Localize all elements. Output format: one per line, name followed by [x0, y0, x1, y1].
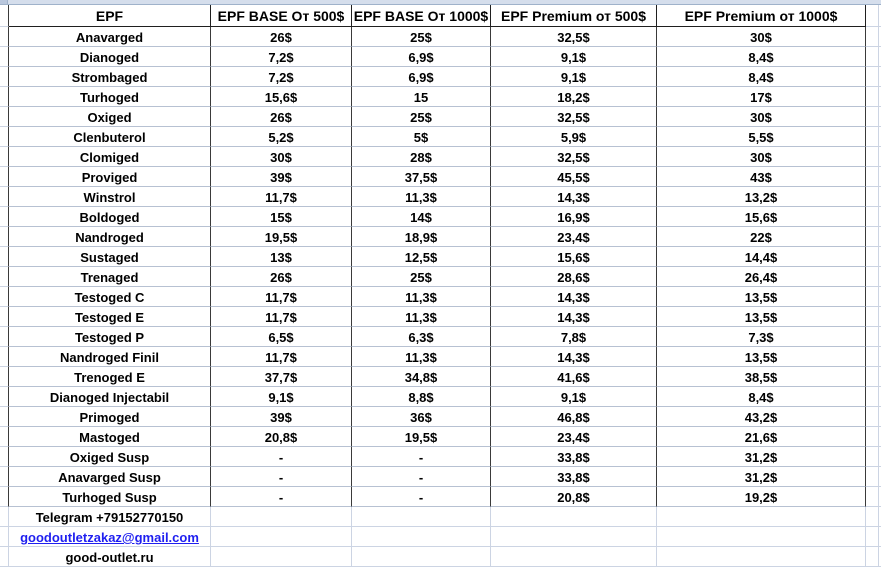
right-gridline-sliver	[866, 127, 881, 147]
left-gridline-sliver	[0, 67, 9, 87]
price-premium-1000-cell[interactable]: 7,3$	[657, 327, 866, 347]
price-premium-500-cell[interactable]: 32,5$	[491, 27, 657, 47]
right-gridline-sliver	[866, 247, 881, 267]
empty-cell[interactable]	[211, 547, 352, 567]
left-gridline-sliver	[0, 47, 9, 67]
empty-cell[interactable]	[657, 547, 866, 567]
product-name-cell[interactable]: Clenbuterol	[9, 127, 211, 147]
empty-cell[interactable]	[211, 527, 352, 547]
price-premium-500-cell[interactable]: 28,6$	[491, 267, 657, 287]
table-row	[0, 407, 881, 427]
right-gridline-sliver	[866, 47, 881, 67]
right-gridline-sliver	[866, 267, 881, 287]
left-gridline-sliver	[0, 5, 9, 27]
empty-cell[interactable]	[657, 527, 866, 547]
product-name-cell[interactable]: Winstrol	[9, 187, 211, 207]
price-base-500-cell[interactable]: 26$	[211, 27, 352, 47]
right-gridline-sliver	[866, 5, 881, 27]
price-base-1000-cell[interactable]: -	[352, 487, 491, 507]
price-base-1000-cell[interactable]: 36$	[352, 407, 491, 427]
contact-row-website	[0, 547, 881, 567]
right-gridline-sliver	[866, 507, 881, 527]
price-base-500-cell[interactable]: 13$	[211, 247, 352, 267]
price-base-500-cell[interactable]: 15$	[211, 207, 352, 227]
empty-cell[interactable]	[352, 547, 491, 567]
price-base-500-cell[interactable]: -	[211, 467, 352, 487]
table-row	[0, 347, 881, 367]
product-name-cell[interactable]: Anavarged	[9, 27, 211, 47]
price-premium-1000-cell[interactable]: 17$	[657, 87, 866, 107]
right-gridline-sliver	[866, 87, 881, 107]
left-gridline-sliver	[0, 327, 9, 347]
table-row	[0, 147, 881, 167]
price-base-1000-cell[interactable]: 37,5$	[352, 167, 491, 187]
price-base-500-cell[interactable]: 15,6$	[211, 87, 352, 107]
left-gridline-sliver	[0, 247, 9, 267]
product-name-cell[interactable]: Dianoged Injectabil	[9, 387, 211, 407]
price-premium-1000-cell[interactable]: 13,2$	[657, 187, 866, 207]
price-base-1000-cell[interactable]: 25$	[352, 267, 491, 287]
email-link[interactable]: goodoutletzakaz@gmail.com	[20, 530, 199, 545]
empty-cell[interactable]	[491, 507, 657, 527]
left-gridline-sliver	[0, 447, 9, 467]
price-premium-500-cell[interactable]: 23,4$	[491, 427, 657, 447]
left-gridline-sliver	[0, 527, 9, 547]
price-premium-1000-cell[interactable]: 26,4$	[657, 267, 866, 287]
price-premium-500-cell[interactable]: 32,5$	[491, 107, 657, 127]
price-premium-1000-cell[interactable]: 8,4$	[657, 47, 866, 67]
price-base-500-cell[interactable]: 7,2$	[211, 67, 352, 87]
price-premium-500-cell[interactable]: 46,8$	[491, 407, 657, 427]
price-premium-1000-cell[interactable]: 14,4$	[657, 247, 866, 267]
empty-cell[interactable]	[352, 527, 491, 547]
table-row	[0, 447, 881, 467]
price-premium-500-cell[interactable]: 15,6$	[491, 247, 657, 267]
price-premium-1000-cell[interactable]: 30$	[657, 107, 866, 127]
price-base-1000-cell[interactable]: 11,3$	[352, 287, 491, 307]
right-gridline-sliver	[866, 107, 881, 127]
right-gridline-sliver	[866, 387, 881, 407]
table-row	[0, 487, 881, 507]
right-gridline-sliver	[866, 207, 881, 227]
price-base-500-cell[interactable]: 11,7$	[211, 187, 352, 207]
product-name-cell[interactable]: Turhoged	[9, 87, 211, 107]
price-base-1000-cell[interactable]: 6,3$	[352, 327, 491, 347]
table-row	[0, 107, 881, 127]
column-header-base-500[interactable]: EPF BASE От 500$	[211, 5, 352, 27]
column-header-epf[interactable]: EPF	[9, 5, 211, 27]
right-gridline-sliver	[866, 407, 881, 427]
price-base-1000-cell[interactable]: 34,8$	[352, 367, 491, 387]
product-name-cell[interactable]: Boldoged	[9, 207, 211, 227]
table-row	[0, 327, 881, 347]
sheet-corner-fragment	[0, 0, 8, 4]
left-gridline-sliver	[0, 347, 9, 367]
table-row	[0, 67, 881, 87]
price-premium-500-cell[interactable]: 16,9$	[491, 207, 657, 227]
price-premium-1000-cell[interactable]: 8,4$	[657, 67, 866, 87]
price-premium-1000-cell[interactable]: 31,2$	[657, 447, 866, 467]
table-row	[0, 247, 881, 267]
price-base-1000-cell[interactable]: 11,3$	[352, 307, 491, 327]
right-gridline-sliver	[866, 307, 881, 327]
left-gridline-sliver	[0, 387, 9, 407]
right-gridline-sliver	[866, 527, 881, 547]
price-base-500-cell[interactable]: -	[211, 487, 352, 507]
table-row	[0, 47, 881, 67]
telegram-contact[interactable]: Telegram +79152770150	[9, 507, 211, 527]
price-base-1000-cell[interactable]: 19,5$	[352, 427, 491, 447]
left-gridline-sliver	[0, 407, 9, 427]
left-gridline-sliver	[0, 207, 9, 227]
left-gridline-sliver	[0, 187, 9, 207]
table-row	[0, 227, 881, 247]
price-premium-500-cell[interactable]: 14,3$	[491, 187, 657, 207]
product-name-cell[interactable]: Trenoged E	[9, 367, 211, 387]
product-name-cell[interactable]: Primoged	[9, 407, 211, 427]
price-premium-1000-cell[interactable]: 13,5$	[657, 307, 866, 327]
price-premium-1000-cell[interactable]: 30$	[657, 27, 866, 47]
price-premium-500-cell[interactable]: 9,1$	[491, 387, 657, 407]
price-base-1000-cell[interactable]: 11,3$	[352, 347, 491, 367]
right-gridline-sliver	[866, 447, 881, 467]
price-base-500-cell[interactable]: 5,2$	[211, 127, 352, 147]
price-base-500-cell[interactable]: 7,2$	[211, 47, 352, 67]
price-base-1000-cell[interactable]: 6,9$	[352, 47, 491, 67]
price-base-1000-cell[interactable]: 15	[352, 87, 491, 107]
price-base-500-cell[interactable]: 26$	[211, 267, 352, 287]
price-base-500-cell[interactable]: 20,8$	[211, 427, 352, 447]
price-premium-500-cell[interactable]: 41,6$	[491, 367, 657, 387]
price-base-1000-cell[interactable]: 5$	[352, 127, 491, 147]
table-row	[0, 167, 881, 187]
product-name-cell[interactable]: Sustaged	[9, 247, 211, 267]
product-name-cell[interactable]: Trenaged	[9, 267, 211, 287]
table-row	[0, 307, 881, 327]
product-name-cell[interactable]: Proviged	[9, 167, 211, 187]
price-premium-500-cell[interactable]: 9,1$	[491, 67, 657, 87]
price-premium-1000-cell[interactable]: 5,5$	[657, 127, 866, 147]
price-base-500-cell[interactable]: 11,7$	[211, 347, 352, 367]
contact-row-email	[0, 527, 881, 547]
product-name-cell[interactable]: Testoged E	[9, 307, 211, 327]
price-premium-1000-cell[interactable]: 22$	[657, 227, 866, 247]
column-header-base-1000[interactable]: EPF BASE От 1000$	[352, 5, 491, 27]
price-premium-1000-cell[interactable]: 13,5$	[657, 347, 866, 367]
price-base-1000-cell[interactable]: 28$	[352, 147, 491, 167]
left-gridline-sliver	[0, 267, 9, 287]
product-name-cell[interactable]: Anavarged Susp	[9, 467, 211, 487]
price-base-500-cell[interactable]: 30$	[211, 147, 352, 167]
product-name-cell[interactable]: Nandroged	[9, 227, 211, 247]
price-premium-500-cell[interactable]: 18,2$	[491, 87, 657, 107]
empty-cell[interactable]	[211, 507, 352, 527]
right-gridline-sliver	[866, 427, 881, 447]
left-gridline-sliver	[0, 87, 9, 107]
price-base-500-cell[interactable]: -	[211, 447, 352, 467]
product-name-cell[interactable]: Turhoged Susp	[9, 487, 211, 507]
table-row	[0, 27, 881, 47]
price-base-500-cell[interactable]: 26$	[211, 107, 352, 127]
table-row	[0, 187, 881, 207]
left-gridline-sliver	[0, 147, 9, 167]
left-gridline-sliver	[0, 427, 9, 447]
price-premium-1000-cell[interactable]: 13,5$	[657, 287, 866, 307]
price-premium-500-cell[interactable]: 33,8$	[491, 467, 657, 487]
price-premium-500-cell[interactable]: 7,8$	[491, 327, 657, 347]
price-base-500-cell[interactable]: 6,5$	[211, 327, 352, 347]
right-gridline-sliver	[866, 547, 881, 567]
price-premium-1000-cell[interactable]: 38,5$	[657, 367, 866, 387]
table-row	[0, 207, 881, 227]
price-base-1000-cell[interactable]: 25$	[352, 27, 491, 47]
product-name-cell[interactable]: Strombaged	[9, 67, 211, 87]
empty-cell[interactable]	[491, 547, 657, 567]
table-row	[0, 427, 881, 447]
column-header-premium-500[interactable]: EPF Premium от 500$	[491, 5, 657, 27]
empty-cell[interactable]	[352, 507, 491, 527]
right-gridline-sliver	[866, 227, 881, 247]
left-gridline-sliver	[0, 367, 9, 387]
price-base-1000-cell[interactable]: -	[352, 447, 491, 467]
price-premium-1000-cell[interactable]: 8,4$	[657, 387, 866, 407]
right-gridline-sliver	[866, 287, 881, 307]
price-premium-1000-cell[interactable]: 15,6$	[657, 207, 866, 227]
product-name-cell[interactable]: Testoged C	[9, 287, 211, 307]
price-premium-500-cell[interactable]: 14,3$	[491, 347, 657, 367]
right-gridline-sliver	[866, 187, 881, 207]
table-row	[0, 127, 881, 147]
price-base-1000-cell[interactable]: 8,8$	[352, 387, 491, 407]
price-base-1000-cell[interactable]: 6,9$	[352, 67, 491, 87]
table-row	[0, 87, 881, 107]
left-gridline-sliver	[0, 107, 9, 127]
left-gridline-sliver	[0, 287, 9, 307]
price-base-1000-cell[interactable]: 12,5$	[352, 247, 491, 267]
price-base-1000-cell[interactable]: -	[352, 467, 491, 487]
price-base-500-cell[interactable]: 39$	[211, 167, 352, 187]
empty-cell[interactable]	[491, 527, 657, 547]
contact-row-telegram	[0, 507, 881, 527]
price-base-1000-cell[interactable]: 25$	[352, 107, 491, 127]
left-gridline-sliver	[0, 467, 9, 487]
price-base-500-cell[interactable]: 11,7$	[211, 307, 352, 327]
price-premium-500-cell[interactable]: 9,1$	[491, 47, 657, 67]
price-base-500-cell[interactable]: 9,1$	[211, 387, 352, 407]
left-gridline-sliver	[0, 487, 9, 507]
table-row	[0, 287, 881, 307]
table-row	[0, 387, 881, 407]
right-gridline-sliver	[866, 27, 881, 47]
right-gridline-sliver	[866, 327, 881, 347]
price-premium-500-cell[interactable]: 32,5$	[491, 147, 657, 167]
product-name-cell[interactable]: Nandroged Finil	[9, 347, 211, 367]
price-table-body	[0, 27, 881, 507]
left-gridline-sliver	[0, 127, 9, 147]
price-premium-1000-cell[interactable]: 43$	[657, 167, 866, 187]
left-gridline-sliver	[0, 507, 9, 527]
price-base-500-cell[interactable]: 11,7$	[211, 287, 352, 307]
price-base-500-cell[interactable]: 19,5$	[211, 227, 352, 247]
left-gridline-sliver	[0, 547, 9, 567]
table-row	[0, 467, 881, 487]
price-premium-1000-cell[interactable]: 43,2$	[657, 407, 866, 427]
website-cell[interactable]: good-outlet.ru	[9, 547, 211, 567]
right-gridline-sliver	[866, 67, 881, 87]
left-gridline-sliver	[0, 227, 9, 247]
left-gridline-sliver	[0, 167, 9, 187]
email-cell	[9, 527, 211, 547]
table-row	[0, 367, 881, 387]
price-premium-500-cell[interactable]: 45,5$	[491, 167, 657, 187]
product-name-cell[interactable]: Testoged P	[9, 327, 211, 347]
product-name-cell[interactable]: Oxiged Susp	[9, 447, 211, 467]
price-premium-500-cell[interactable]: 20,8$	[491, 487, 657, 507]
price-premium-1000-cell[interactable]: 31,2$	[657, 467, 866, 487]
product-name-cell[interactable]: Oxiged	[9, 107, 211, 127]
price-premium-500-cell[interactable]: 23,4$	[491, 227, 657, 247]
price-premium-1000-cell[interactable]: 21,6$	[657, 427, 866, 447]
right-gridline-sliver	[866, 347, 881, 367]
product-name-cell[interactable]: Mastoged	[9, 427, 211, 447]
right-gridline-sliver	[866, 467, 881, 487]
right-gridline-sliver	[866, 167, 881, 187]
price-premium-500-cell[interactable]: 14,3$	[491, 307, 657, 327]
price-premium-1000-cell[interactable]: 30$	[657, 147, 866, 167]
price-premium-500-cell[interactable]: 14,3$	[491, 287, 657, 307]
right-gridline-sliver	[866, 367, 881, 387]
price-base-500-cell[interactable]: 37,7$	[211, 367, 352, 387]
price-base-1000-cell[interactable]: 14$	[352, 207, 491, 227]
price-base-1000-cell[interactable]: 18,9$	[352, 227, 491, 247]
product-name-cell[interactable]: Clomiged	[9, 147, 211, 167]
right-gridline-sliver	[866, 487, 881, 507]
column-header-premium-1000[interactable]: EPF Premium от 1000$	[657, 5, 866, 27]
price-premium-1000-cell[interactable]: 19,2$	[657, 487, 866, 507]
left-gridline-sliver	[0, 27, 9, 47]
table-header-row	[0, 5, 881, 27]
left-gridline-sliver	[0, 307, 9, 327]
empty-cell[interactable]	[657, 507, 866, 527]
right-gridline-sliver	[866, 147, 881, 167]
product-name-cell[interactable]: Dianoged	[9, 47, 211, 67]
price-premium-500-cell[interactable]: 33,8$	[491, 447, 657, 467]
table-row	[0, 267, 881, 287]
price-base-500-cell[interactable]: 39$	[211, 407, 352, 427]
price-base-1000-cell[interactable]: 11,3$	[352, 187, 491, 207]
price-premium-500-cell[interactable]: 5,9$	[491, 127, 657, 147]
